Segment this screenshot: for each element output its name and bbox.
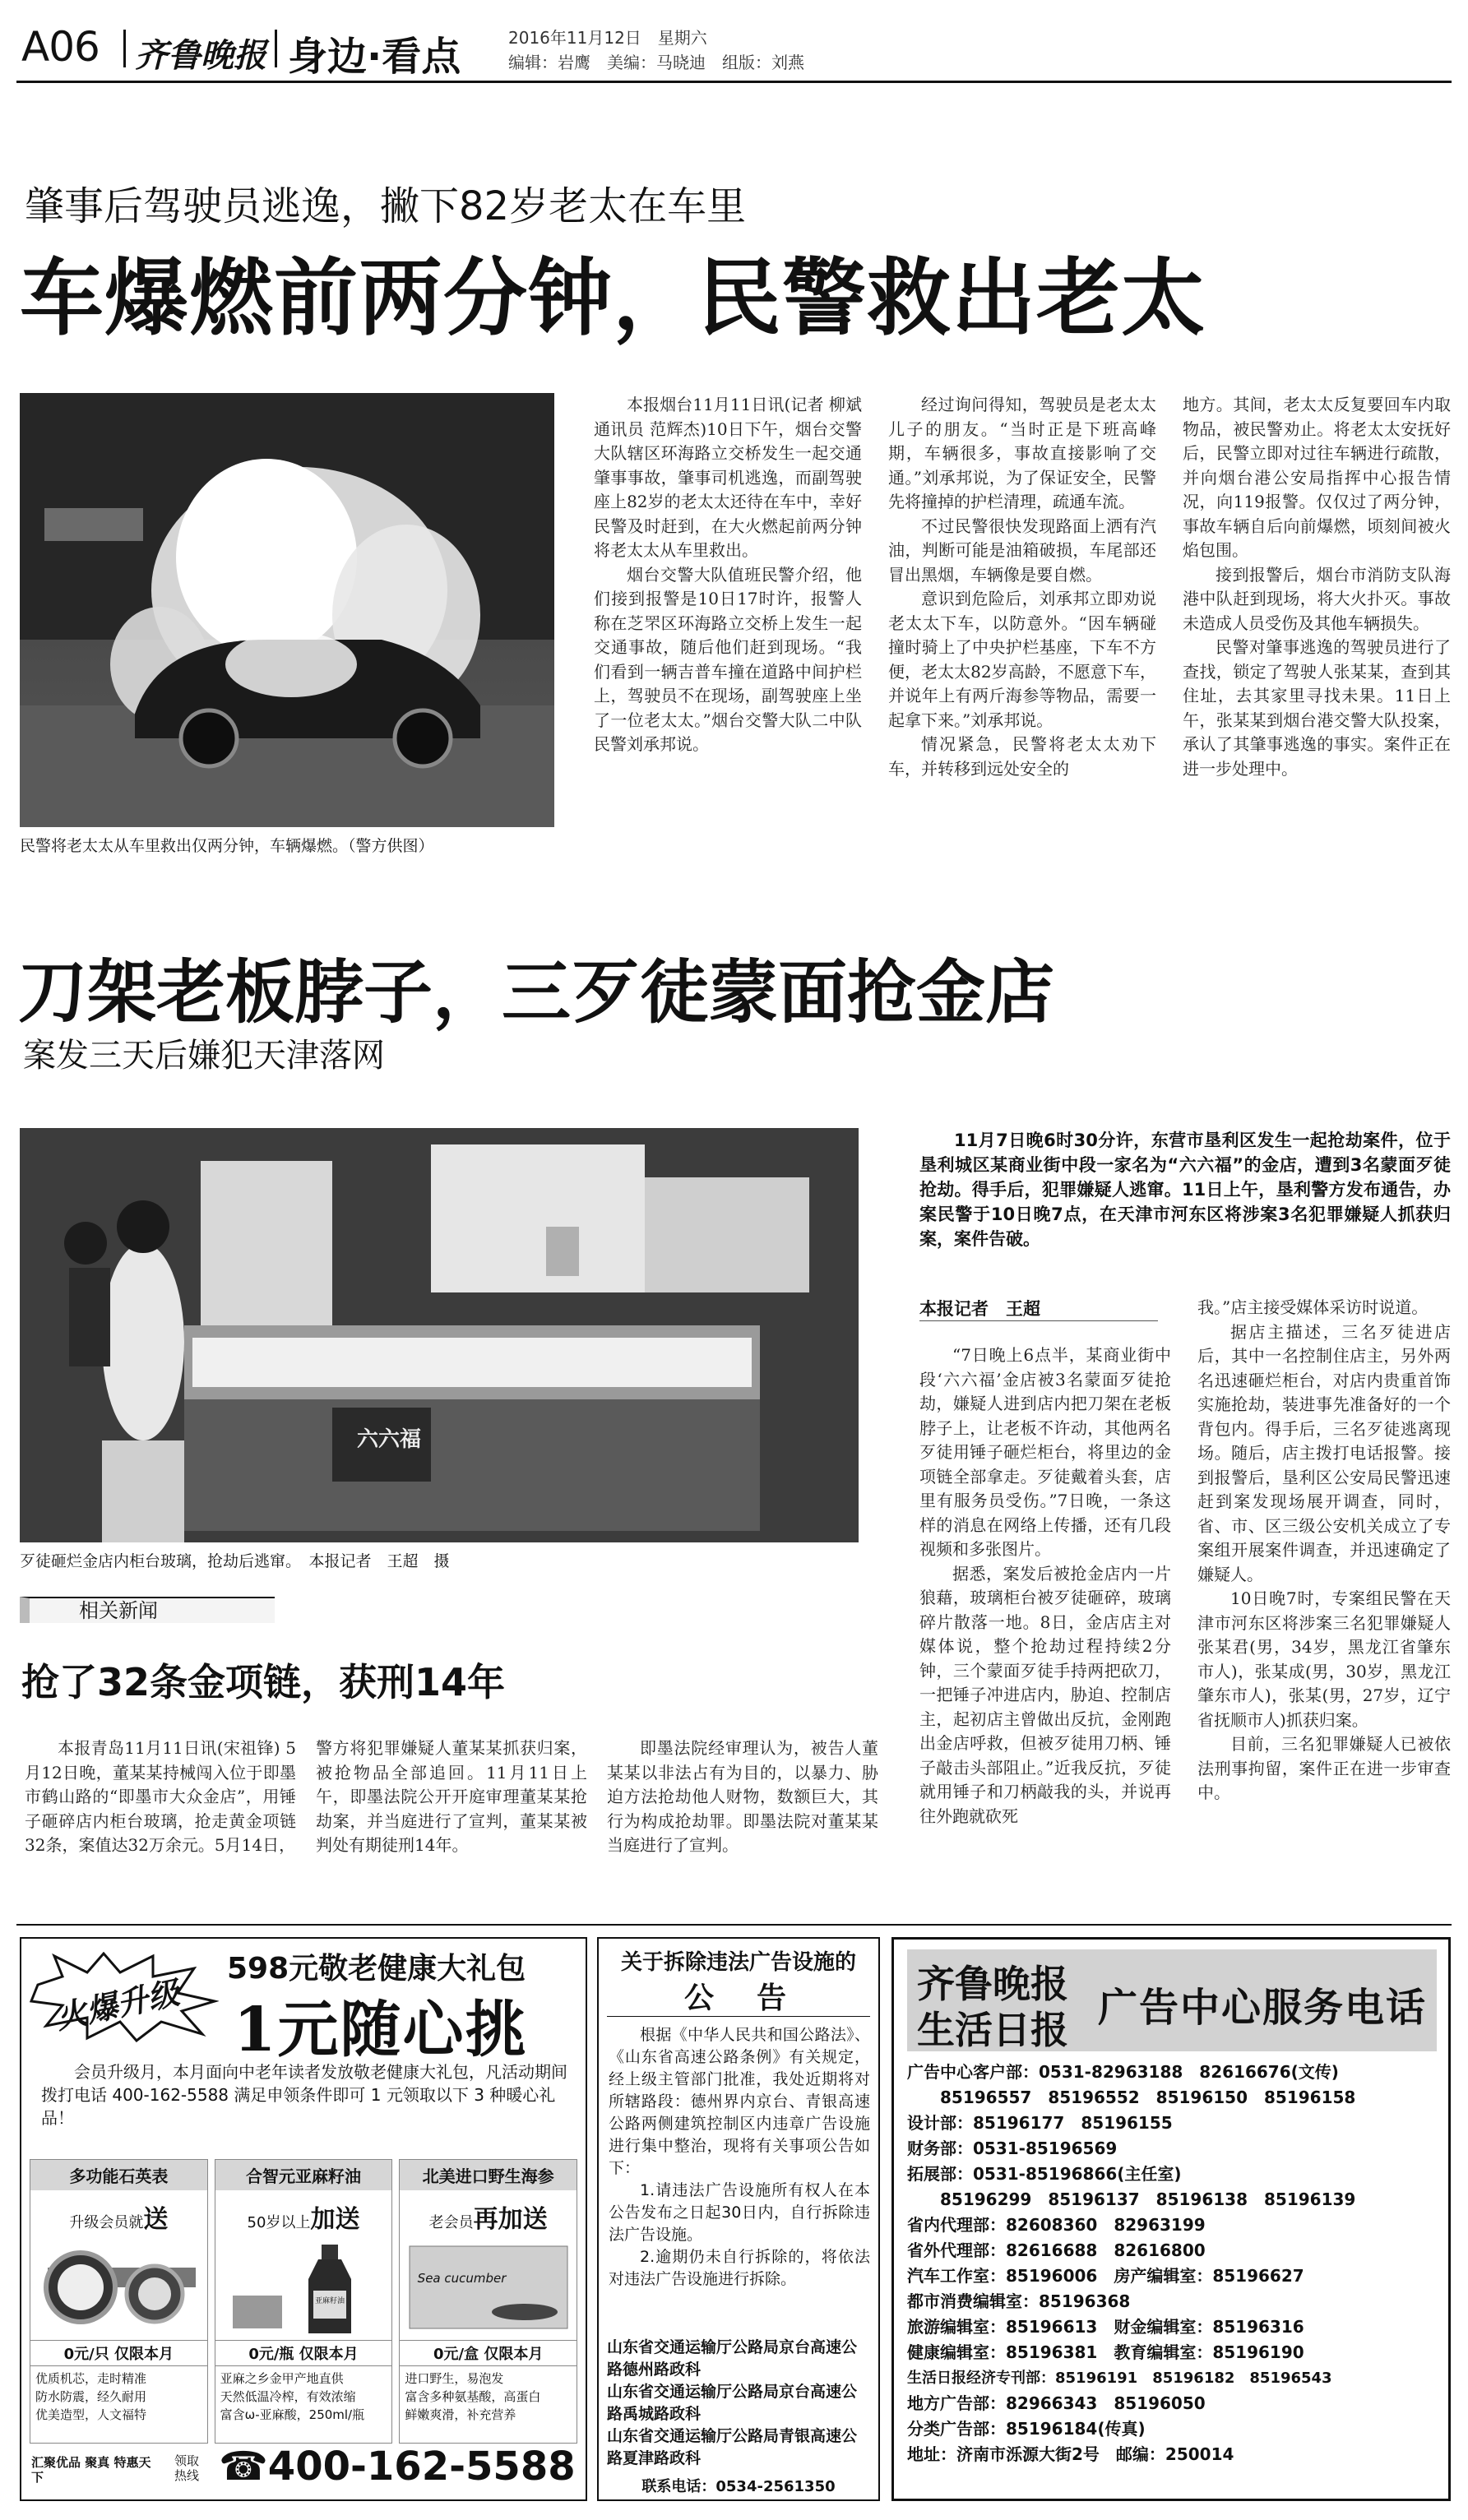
promo-big: 送 <box>143 2205 169 2234</box>
story1-headline: 车爆燃前两分钟，民警救出老太 <box>20 250 1206 348</box>
product-promo <box>30 2199 207 2235</box>
notice-title-2: 公 告 <box>683 1981 793 2015</box>
car-fire-photo <box>20 393 554 827</box>
ad1-hotline-label: 领取热线 <box>174 2453 200 2483</box>
story2-column-2 <box>1197 1296 1451 1904</box>
phone-line: 健康编辑室：85196381 教育编辑室：85196190 <box>907 2342 1304 2362</box>
related-news-tag <box>20 1597 275 1623</box>
notice-ad <box>597 1937 880 2501</box>
product-card <box>399 2159 577 2444</box>
phone-line: 分类广告部：85196184(传真) <box>907 2419 1146 2439</box>
story3-paragraph: 警方将犯罪嫌疑人董某某抓获归案，被抢物品全部追回。11月11日上午，即墨法院公开开庭审理董某某抢劫案，并当庭进行了宣判，董某某被判处有期徒刑14年。 <box>316 1738 587 1855</box>
story3-column-1 <box>25 1736 296 1901</box>
phone-line: 生活日报经济专刊部：85196191 85196182 85196543 <box>907 2370 1332 2387</box>
notice-contact: 联系电话：0534-2561350 <box>641 2478 836 2495</box>
product-price: 0元/只 仅限本月 <box>30 2340 207 2366</box>
story1-paragraph: 烟台交警大队值班民警介绍，他们接到报警是10日17时许，报警人称在芝罘区环海路立交桥上发生一起交通事故，随后他们赶到现场。“我们看到一辆吉普车撞在道路中间护栏上，驾驶员不在现场，副驾驶座上坐了一位老太太。”烟台交警大队二中队民警刘承邦说。 <box>594 564 862 754</box>
phone-line: 汽车工作室：85196006 房产编辑室：85196627 <box>907 2266 1304 2286</box>
related-label: 相关新闻 <box>79 1599 158 1622</box>
issue-date <box>508 25 707 49</box>
notice-paragraph: 根据《中华人民共和国公路法》、《山东省高速公路条例》有关规定，经上级主管部门批准，我处近期将对所辖路段：德州界内京台、青银高速公路两侧建筑控制区内违章广告设施进行集中整治，现将有关事项公告如下： <box>609 2026 870 2177</box>
ads-rule <box>16 1924 1452 1926</box>
brand-qilu: 齐鲁晚报 <box>917 1962 1068 2006</box>
product-name: 多功能石英表 <box>30 2160 207 2190</box>
box-shape-icon <box>401 2238 576 2337</box>
header-divider <box>275 30 277 67</box>
story3-paragraph: 本报青岛11月11日讯(宋祖锋) 5月12日晚，董某某持械闯入位于即墨市鹤山路的“即墨市大众金店”，用锤子砸碎店内柜台玻璃，抢走黄金项链32条，案值达32万余元。5月14日， <box>25 1738 296 1855</box>
promo-text: 老会员 <box>428 2214 474 2231</box>
section-title: 身边·看点 <box>288 34 461 80</box>
product-grid <box>30 2159 577 2444</box>
notice-paragraph: 1.请违法广告设施所有权人在本公告发布之日起30日内，自行拆除违法广告设施。 <box>609 2181 870 2244</box>
story1-paragraph: 接到报警后，烟台市消防支队海港中队赶到现场，将大火扑灭。事故未造成人员受伤及其他车辆损失。 <box>1183 564 1451 633</box>
story2-paragraph: 据悉，案发后被抢金店内一片狼藉，玻璃柜台被歹徒砸碎，玻璃碎片散落一地。8日，金店店主对媒体说，整个抢劫过程持续2分钟，三个蒙面歹徒手持两把砍刀，一把锤子冲进店内，胁迫、控制店主，起初店主曾做出反抗，金刚跑出金店呼救，但被歹徒用刀柄、锤子敲击头部阻止。”近我反抗，歹徒就用锤子和刀柄敲我的头，并说再往外跑就砍死 <box>919 1563 1171 1826</box>
product-point: 富含多种氨基酸，高蛋白 <box>405 2389 541 2404</box>
product-name: 北美进口野生海参 <box>400 2160 577 2190</box>
phone-line: 省内代理部：82608360 82963199 <box>907 2215 1206 2235</box>
burst-text: 火爆升级 <box>52 1974 183 2037</box>
header-divider <box>123 30 126 67</box>
store-illustration <box>20 1128 859 1542</box>
product-promo <box>400 2199 577 2235</box>
story1-column-3 <box>1183 393 1451 853</box>
ad3-phone-list <box>907 2060 1442 2467</box>
story2-subhead: 案发三天后嫌犯天津落网 <box>23 1037 385 1075</box>
notice-body <box>609 2024 870 2291</box>
product-point: 亚麻之乡金甲产地直供 <box>220 2371 344 2386</box>
sea-cucumber-box-icon <box>401 2238 576 2337</box>
story1-kicker: 肇事后驾驶员逃逸，撇下82岁老太在车里 <box>25 183 747 229</box>
product-name: 合智元亚麻籽油 <box>215 2160 392 2190</box>
story3-paragraph: 即墨法院经审理认为，被告人董某某以非法占有为目的，以暴力、胁迫方法抢劫他人财物，数额巨大，其行为构成抢劫罪。即墨法院对董某某当庭进行了宣判。 <box>607 1738 878 1855</box>
burst-badge <box>30 1952 219 2042</box>
ad1-logo: 汇聚优品 聚真 特惠天下 <box>31 2455 151 2485</box>
story2-paragraph: 我。”店主接受媒体采访时说道。 <box>1197 1297 1429 1317</box>
ad-center-box <box>891 1937 1451 2501</box>
product-point: 优美造型，人文福特 <box>35 2407 147 2422</box>
story2-lead: 11月7日晚6时30分许，东营市垦利区发生一起抢劫案件，位于垦利城区某商业街中段一家名为“六六福”的金店，遭到3名蒙面歹徒抢劫。得手后，犯罪嫌疑人逃窜。11日上午，垦利警方发布通告，办案民警于10日晚7点，在天津市河东区将涉案3名犯罪嫌疑人抓获归案，案件告破。 <box>919 1131 1451 1249</box>
phone-line: 旅游编辑室：85196613 财金编辑室：85196316 <box>907 2317 1304 2337</box>
phone-line: 设计部：85196177 85196155 <box>907 2113 1173 2133</box>
watch-icon <box>31 2238 206 2337</box>
byline-rule <box>919 1320 1158 1321</box>
phone-line: 拓展部：0531-85196866(主任室) <box>907 2164 1182 2184</box>
phone-line: 85196557 85196552 85196150 85196158 <box>907 2088 1356 2107</box>
ad1-title: 598元敬老健康大礼包 <box>227 1952 526 1986</box>
notice-signature: 山东省交通运输厅公路局京台高速公路禹城路政科 <box>607 2383 858 2423</box>
story2-column-1 <box>919 1343 1171 1903</box>
brand-shenghuo: 生活日报 <box>917 2008 1068 2052</box>
weekday-text: 星期六 <box>657 28 707 48</box>
notice-signature: 山东省交通运输厅公路局京台高速公路德州路政科 <box>607 2338 858 2379</box>
product-card <box>30 2159 208 2444</box>
product-price: 0元/盒 仅限本月 <box>400 2340 577 2366</box>
promo-big: 加送 <box>310 2205 360 2234</box>
product-point: 进口野生，易泡发 <box>405 2371 504 2386</box>
story2-headline: 刀架老板脖子，三歹徒蒙面抢金店 <box>18 952 1055 1033</box>
header-rule <box>16 81 1452 83</box>
product-point: 天然低温冷榨，有效浓缩 <box>220 2389 356 2404</box>
product-point: 防水防震，经久耐用 <box>35 2389 147 2404</box>
box-label: Sea cucumber <box>417 2271 507 2286</box>
ad-center-title: 广告中心服务电话 <box>1098 1985 1428 2031</box>
notice-signatures <box>607 2337 872 2470</box>
bottle-shape-icon <box>216 2238 391 2337</box>
car-fire-caption: 民警将老太太从车里救出仅两分钟，车辆爆燃。（警方供图） <box>20 837 434 855</box>
story1-column-2 <box>888 393 1156 853</box>
phone-line: 85196299 85196137 85196138 85196139 <box>907 2189 1356 2209</box>
phone-line: 省外代理部：82616688 82616800 <box>907 2240 1206 2260</box>
product-card <box>215 2159 393 2444</box>
phone-line: 财务部：0531-85196569 <box>907 2139 1118 2158</box>
promo-text: 50岁以上 <box>247 2214 311 2231</box>
story1-paragraph: 不过民警很快发现路面上洒有汽油，判断可能是油箱破损，车尾部还冒出黑烟，车辆像是要自燃。 <box>888 516 1156 585</box>
product-point: 鲜嫩爽滑，补充营养 <box>405 2407 516 2422</box>
oil-bottle-icon <box>216 2238 391 2337</box>
editor-credits: 编辑：岩鹰 美编：马晓迪 组版：刘燕 <box>508 53 804 72</box>
story3-headline: 抢了32条金项链，获刑14年 <box>21 1660 506 1704</box>
notice-rule <box>607 2016 870 2017</box>
promo-big: 再加送 <box>473 2205 548 2234</box>
story1-paragraph: 情况紧急，民警将老太太劝下车，并转移到远处安全的 <box>888 734 1156 779</box>
store-sign: 六六福 <box>357 1427 422 1452</box>
phone-line: 地址：济南市泺源大街2号 邮编：250014 <box>907 2444 1234 2464</box>
product-promo <box>215 2199 392 2235</box>
ad1-phone: ☎400-162-5588 <box>219 2444 576 2490</box>
story2-paragraph: 据店主描述，三名歹徒进店后，其中一名控制住店主，另外两名迅速砸烂柜台，对店内贵重首饰实施抢劫，装进事先准备好的一个背包内。得手后，三名歹徒逃离现场。随后，店主拨打电话报警。接到报警后，垦利区公安局民警迅速赶到案发现场展开调查，同时，省、市、区三级公安机关成立了专案组开展案件调查，并迅速确定了嫌疑人。 <box>1197 1321 1451 1584</box>
story3-column-3 <box>607 1736 878 1901</box>
health-gift-ad <box>20 1937 587 2501</box>
product-points <box>400 2366 577 2427</box>
paper-logo: 齐鲁晚报 <box>135 36 266 75</box>
story1-paragraph: 意识到危险后，刘承邦立即劝说老太太下车，以防意外。“因车辆碰撞时骑上了中央护栏基座，下车不方便，老太太82岁高龄，不愿意下车，并说年上有两斤海参等物品，需要一起拿下来。”刘承邦说。 <box>888 589 1156 730</box>
ad1-description: 会员升级月，本月面向中老年读者发放敬老健康大礼包，凡活动期间拨打电话 400-162-5588 满足申领条件即可 1 元领取以下 3 种暖心礼品！ <box>41 2062 567 2128</box>
product-point: 富含ω-亚麻酸，250ml/瓶 <box>220 2407 365 2422</box>
story2-paragraph: 10日晚7时，专案组民警在天津市河东区将涉案三名犯罪嫌疑人张某君(男，34岁，黑龙江省肇东市人)，张某成(男，30岁，黑龙江肇东市人)，张某(男，27岁，辽宁省抚顺市人)抓获归案。 <box>1197 1588 1451 1730</box>
story2-paragraph: “7日晚上6点半，某商业街中段‘六六福’金店被3名蒙面歹徒抢劫，嫌疑人进到店内把刀架在老板脖子上，让老板不许动，其他两名歹徒用锤子砸烂柜台，将里边的金项链全部拿走。歹徒戴着头套，店里有服务员受伤。”7日晚，一条这样的消息在网络上传播，还有几段视频和多张图片。 <box>919 1345 1171 1559</box>
story2-paragraph: 目前，三名犯罪嫌疑人已被依法刑事拘留，案件正在进一步审查中。 <box>1197 1734 1451 1802</box>
date-text: 2016年11月12日 <box>508 28 641 48</box>
page-number: A06 <box>21 23 100 71</box>
product-points <box>30 2366 207 2427</box>
phone-line: 广告中心客户部：0531-82963188 82616676(文传) <box>907 2062 1339 2082</box>
bottle-label: 亚麻籽油 <box>314 2297 345 2305</box>
story3-column-2 <box>316 1736 587 1901</box>
gold-store-caption: 歹徒砸烂金店内柜台玻璃，抢劫后逃窜。 本报记者 王超 摄 <box>20 1552 450 1570</box>
ad3-banner <box>907 1949 1437 2051</box>
story1-paragraph: 地方。其间，老太太反复要回车内取物品，被民警劝止。将老太太安抚好后，民警立即对过往车辆进行疏散，并向烟台港公安局指挥中心报告情况，向119报警。仅仅过了两分钟，事故车辆自后向前爆燃，顷刻间被火焰包围。 <box>1183 395 1451 560</box>
notice-paragraph: 2.逾期仍未自行拆除的，将依法对违法广告设施进行拆除。 <box>609 2248 870 2288</box>
phone-line: 地方广告部：82966343 85196050 <box>907 2393 1206 2413</box>
notice-signature: 山东省交通运输厅公路局青银高速公路夏津路政科 <box>607 2427 858 2467</box>
story1-paragraph: 民警对肇事逃逸的驾驶员进行了查找，锁定了驾驶人张某某，查到其住址，去其家里寻找未果。11日上午，张某某到烟台港交警大队投案，承认了其肇事逃逸的事实。案件正在进一步处理中。 <box>1183 637 1451 779</box>
product-price: 0元/瓶 仅限本月 <box>215 2340 392 2366</box>
notice-title: 关于拆除违法广告设施的 <box>620 1950 856 1975</box>
product-points <box>215 2366 392 2427</box>
fire-illustration <box>20 393 554 827</box>
ad1-big-slogan: 1元随心挑 <box>234 1995 528 2065</box>
story1-paragraph: 经过询问得知，驾驶员是老太太儿子的朋友。“当时正是下班高峰期，车辆很多，事故直接影响了交通。”刘承邦说，为了保证安全，民警先将撞掉的护栏清理，疏通车流。 <box>888 395 1156 511</box>
promo-text: 升级会员就 <box>69 2214 144 2231</box>
phone-line: 都市消费编辑室：85196368 <box>907 2291 1131 2311</box>
story1-column-1 <box>594 393 862 853</box>
gold-store-photo <box>20 1128 859 1542</box>
story1-paragraph: 本报烟台11月11日讯(记者 柳斌 通讯员 范辉杰)10日下午，烟台交警大队辖区环海路立交桥发生一起交通肇事事故，肇事司机逃逸，而副驾驶座上82岁的老太太还待在车中，幸好民警及时赶到，在大火燃起前两分钟将老太太从车里救出。 <box>594 395 862 560</box>
story2-byline: 本报记者 王超 <box>919 1299 1040 1319</box>
product-point: 优质机芯，走时精准 <box>35 2371 147 2386</box>
